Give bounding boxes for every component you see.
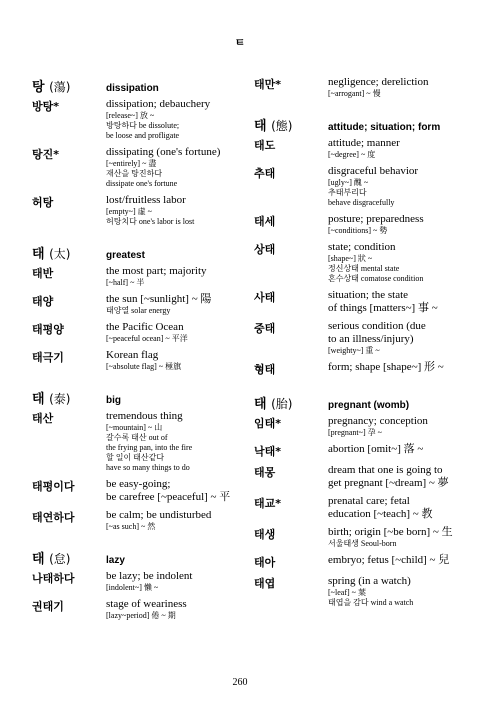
heading-hanja: (太): [49, 247, 71, 261]
dictionary-entry: [254, 137, 469, 160]
dictionary-entry: [254, 526, 469, 549]
entry-definition: [106, 194, 247, 227]
entry-example: 추태부리다: [328, 188, 367, 197]
entry-definition: [106, 478, 247, 504]
dictionary-section: [32, 388, 247, 532]
entry-definition: [106, 146, 247, 189]
entry-word: 탕진*: [32, 148, 60, 161]
entry-meaning: the sun [~sunlight] ~ 陽: [106, 293, 212, 305]
entry-definition: [328, 495, 469, 521]
entry-meaning: birth; origin [~be born] ~ 生: [328, 526, 453, 538]
heading-hanja: (胎): [271, 397, 293, 411]
dictionary-entry: [32, 478, 247, 504]
heading-word: [32, 548, 106, 567]
entry-meaning: prenatal care; fetal: [328, 495, 410, 507]
entry-meaning: be calm; be undisturbed: [106, 509, 212, 521]
dictionary-entry: [254, 575, 469, 608]
entry-meaning: stage of weariness: [106, 598, 187, 610]
entry-example: 할 일이 태산같다: [106, 453, 165, 462]
entry-definition: [328, 415, 469, 438]
entry-example: 허탕치다 one's labor is lost: [106, 217, 195, 226]
entry-example: the frying pan, into the fire: [106, 443, 193, 452]
entry-word: 태몽: [254, 466, 276, 479]
entry-example: 갈수록 태산 out of: [106, 433, 168, 442]
entry-meaning: attitude; manner: [328, 137, 400, 149]
dictionary-section: [32, 76, 247, 227]
entry-definition: [328, 213, 469, 236]
heading-word: [254, 393, 328, 412]
entry-example: 재산을 탕진하다: [106, 169, 163, 178]
dictionary-entry: [32, 321, 247, 344]
entry-meaning: dream that one is going to: [328, 464, 443, 476]
entry-meaning: to an illness/injury): [328, 333, 414, 345]
heading-hangul: 태: [254, 119, 267, 134]
right-column: [254, 76, 469, 624]
entry-word: 허탕: [32, 196, 54, 209]
entry-example: [~entirely] ~ 盡: [106, 159, 157, 168]
entry-definition: [106, 265, 247, 288]
entry-meaning: disgraceful behavior: [328, 165, 419, 177]
entry-word: 태산: [32, 412, 54, 425]
dictionary-entry: [254, 213, 469, 236]
entry-example: [~arrogant] ~ 慢: [328, 89, 381, 98]
entry-definition: [328, 241, 469, 284]
entry-example: behave disgracefully: [328, 198, 395, 207]
dictionary-entry: [32, 410, 247, 473]
dictionary-entry: [32, 265, 247, 288]
heading-word: [32, 388, 106, 407]
entry-example: [indolent~] 懶 ~: [106, 583, 159, 592]
entry-meaning: of things [matters~] 事 ~: [328, 302, 438, 314]
dictionary-section: [254, 76, 469, 99]
entry-meaning: spring (in a watch): [328, 575, 411, 587]
dictionary-entry: [254, 320, 469, 356]
entry-example: be loose and profligate: [106, 131, 180, 140]
entry-example: [lazy~period] 倦 ~ 期: [106, 611, 176, 620]
entry-word: 태교*: [254, 497, 282, 510]
entry-word: 태엽: [254, 577, 276, 590]
heading-gloss: greatest: [106, 250, 145, 261]
heading-hangul: 탕: [32, 80, 45, 95]
entry-word: 낙태*: [254, 445, 282, 458]
entry-example: 혼수상태 comatose condition: [328, 274, 424, 283]
heading-hanja: (態): [271, 119, 293, 133]
entry-example: [~absolute flag] ~ 極旗: [106, 362, 182, 371]
entry-example: [~as such] ~ 然: [106, 522, 156, 531]
heading-gloss: big: [106, 395, 121, 406]
dictionary-entry: [32, 349, 247, 372]
dictionary-entry: [254, 443, 469, 459]
heading-gloss: dissipation: [106, 83, 159, 94]
dictionary-entry: [32, 194, 247, 227]
dictionary-entry: [32, 509, 247, 532]
dictionary-entry: [32, 98, 247, 141]
dictionary-entry: [254, 361, 469, 377]
section-heading: [32, 76, 247, 95]
entry-word: 태평이다: [32, 480, 75, 493]
dictionary-entry: [254, 76, 469, 99]
entry-example: 방탕하다 be dissolute;: [106, 121, 180, 130]
entry-meaning: education [~teach] ~ 教: [328, 508, 433, 520]
entry-definition: [106, 570, 247, 593]
entry-meaning: lost/fruitless labor: [106, 194, 186, 206]
entry-word: 사태: [254, 291, 276, 304]
entry-definition: [328, 575, 469, 608]
section-heading: [32, 243, 247, 262]
page-header: ㅌ: [234, 36, 246, 49]
entry-example: [~half] ~ 半: [106, 278, 145, 287]
entry-meaning: the most part; majority: [106, 265, 207, 277]
entry-meaning: serious condition (due: [328, 320, 426, 332]
heading-hangul: 태: [32, 392, 45, 407]
heading-word: [32, 243, 106, 262]
entry-definition: [328, 526, 469, 549]
dictionary-entry: [254, 464, 469, 490]
entry-definition: [328, 443, 469, 459]
entry-example: [~conditions] ~ 勢: [328, 226, 388, 235]
entry-word: 태아: [254, 556, 276, 569]
entry-meaning: pregnancy; conception: [328, 415, 428, 427]
entry-definition: [328, 76, 469, 99]
entry-meaning: state; condition: [328, 241, 396, 253]
entry-definition: [328, 320, 469, 356]
entry-meaning: Korean flag: [106, 349, 159, 361]
entry-example: [~peaceful ocean] ~ 平洋: [106, 334, 188, 343]
dictionary-entry: [254, 289, 469, 315]
heading-hanja: (泰): [49, 392, 71, 406]
entry-example: 태양열 solar energy: [106, 306, 171, 315]
entry-word: 태반: [32, 267, 54, 280]
dictionary-entry: [32, 570, 247, 593]
entry-definition: [106, 293, 247, 316]
dictionary-entry: [254, 415, 469, 438]
entry-example: [~leaf] ~ 葉: [328, 588, 366, 597]
entry-meaning: be easy-going;: [106, 478, 171, 490]
entry-example: 정신상태 mental state: [328, 264, 400, 273]
entry-meaning: be carefree [~peaceful] ~ 平: [106, 491, 231, 503]
section-heading: [254, 393, 469, 412]
dictionary-entry: [254, 554, 469, 570]
entry-example: 태엽을 감다 wind a watch: [328, 598, 414, 607]
entry-definition: [106, 349, 247, 372]
entry-word: 상태: [254, 243, 276, 256]
entry-word: 태생: [254, 528, 276, 541]
entry-meaning: tremendous thing: [106, 410, 183, 422]
entry-meaning: dissipating (one's fortune): [106, 146, 221, 158]
entry-definition: [328, 361, 469, 377]
section-heading: [32, 548, 247, 567]
heading-hanja: (蕩): [49, 80, 71, 94]
entry-example: [weighty~] 重 ~: [328, 346, 380, 355]
entry-meaning: form; shape [shape~] 形 ~: [328, 361, 444, 373]
heading-gloss: lazy: [106, 555, 125, 566]
entry-definition: [106, 321, 247, 344]
entry-example: [pregnant~] 孕 ~: [328, 428, 382, 437]
section-heading: [254, 115, 469, 134]
entry-word: 태세: [254, 215, 276, 228]
entry-meaning: posture; preparedness: [328, 213, 424, 225]
heading-gloss: attitude; situation; form: [328, 122, 441, 133]
entry-meaning: the Pacific Ocean: [106, 321, 184, 333]
section-heading: [32, 388, 247, 407]
dictionary-entry: [32, 293, 247, 316]
entry-example: [shape~] 狀 ~: [328, 254, 373, 263]
heading-hangul: 태: [32, 552, 45, 567]
entry-meaning: get pregnant [~dream] ~ 夢: [328, 477, 449, 489]
heading-word: [254, 115, 328, 134]
entry-example: [empty~] 虛 ~: [106, 207, 152, 216]
entry-word: 태양: [32, 295, 54, 308]
entry-word: 나태하다: [32, 572, 75, 585]
entry-example: [ugly~] 醜 ~: [328, 178, 369, 187]
page-number: 260: [232, 677, 248, 688]
entry-definition: [106, 410, 247, 473]
entry-meaning: abortion [omit~] 落 ~: [328, 443, 424, 455]
entry-definition: [328, 137, 469, 160]
entry-word: 권태기: [32, 600, 64, 613]
entry-example: dissipate one's fortune: [106, 179, 178, 188]
entry-meaning: embryo; fetus [~child] ~ 兒: [328, 554, 450, 566]
entry-definition: [106, 98, 247, 141]
dictionary-entry: [254, 165, 469, 208]
dictionary-section: [254, 393, 469, 608]
entry-word: 형태: [254, 363, 276, 376]
entry-definition: [328, 289, 469, 315]
entry-word: 방탕*: [32, 100, 60, 113]
heading-gloss: pregnant (womb): [328, 400, 410, 411]
heading-word: [32, 76, 106, 95]
entry-word: 태연하다: [32, 511, 75, 524]
entry-example: [release~] 放 ~: [106, 111, 155, 120]
heading-hangul: 태: [254, 397, 267, 412]
entry-definition: [328, 554, 469, 570]
heading-hangul: 태: [32, 247, 45, 262]
entry-meaning: dissipation; debauchery: [106, 98, 211, 110]
entry-word: 태만*: [254, 78, 282, 91]
entry-definition: [106, 509, 247, 532]
entry-word: 태도: [254, 139, 276, 152]
dictionary-entry: [32, 146, 247, 189]
entry-example: 서울태생 Seoul-born: [328, 539, 397, 548]
entry-word: 태극기: [32, 351, 64, 364]
dictionary-entry: [254, 241, 469, 284]
entry-word: 태평양: [32, 323, 64, 336]
entry-example: [~degree] ~ 度: [328, 150, 376, 159]
entry-meaning: be lazy; be indolent: [106, 570, 193, 582]
dictionary-entry: [32, 598, 247, 621]
entry-meaning: situation; the state: [328, 289, 409, 301]
dictionary-entry: [254, 495, 469, 521]
entry-definition: [328, 165, 469, 208]
entry-word: 추태: [254, 167, 276, 180]
entry-meaning: negligence; dereliction: [328, 76, 429, 88]
entry-definition: [328, 464, 469, 490]
entry-word: 임태*: [254, 417, 282, 430]
entry-definition: [106, 598, 247, 621]
entry-example: have so many things to do: [106, 463, 190, 472]
left-column: [32, 76, 247, 637]
dictionary-section: [32, 548, 247, 621]
entry-example: [~mountain] ~ 山: [106, 423, 163, 432]
dictionary-section: [254, 115, 469, 377]
entry-word: 중태: [254, 322, 276, 335]
dictionary-section: [32, 243, 247, 372]
heading-hanja: (怠): [49, 552, 71, 566]
